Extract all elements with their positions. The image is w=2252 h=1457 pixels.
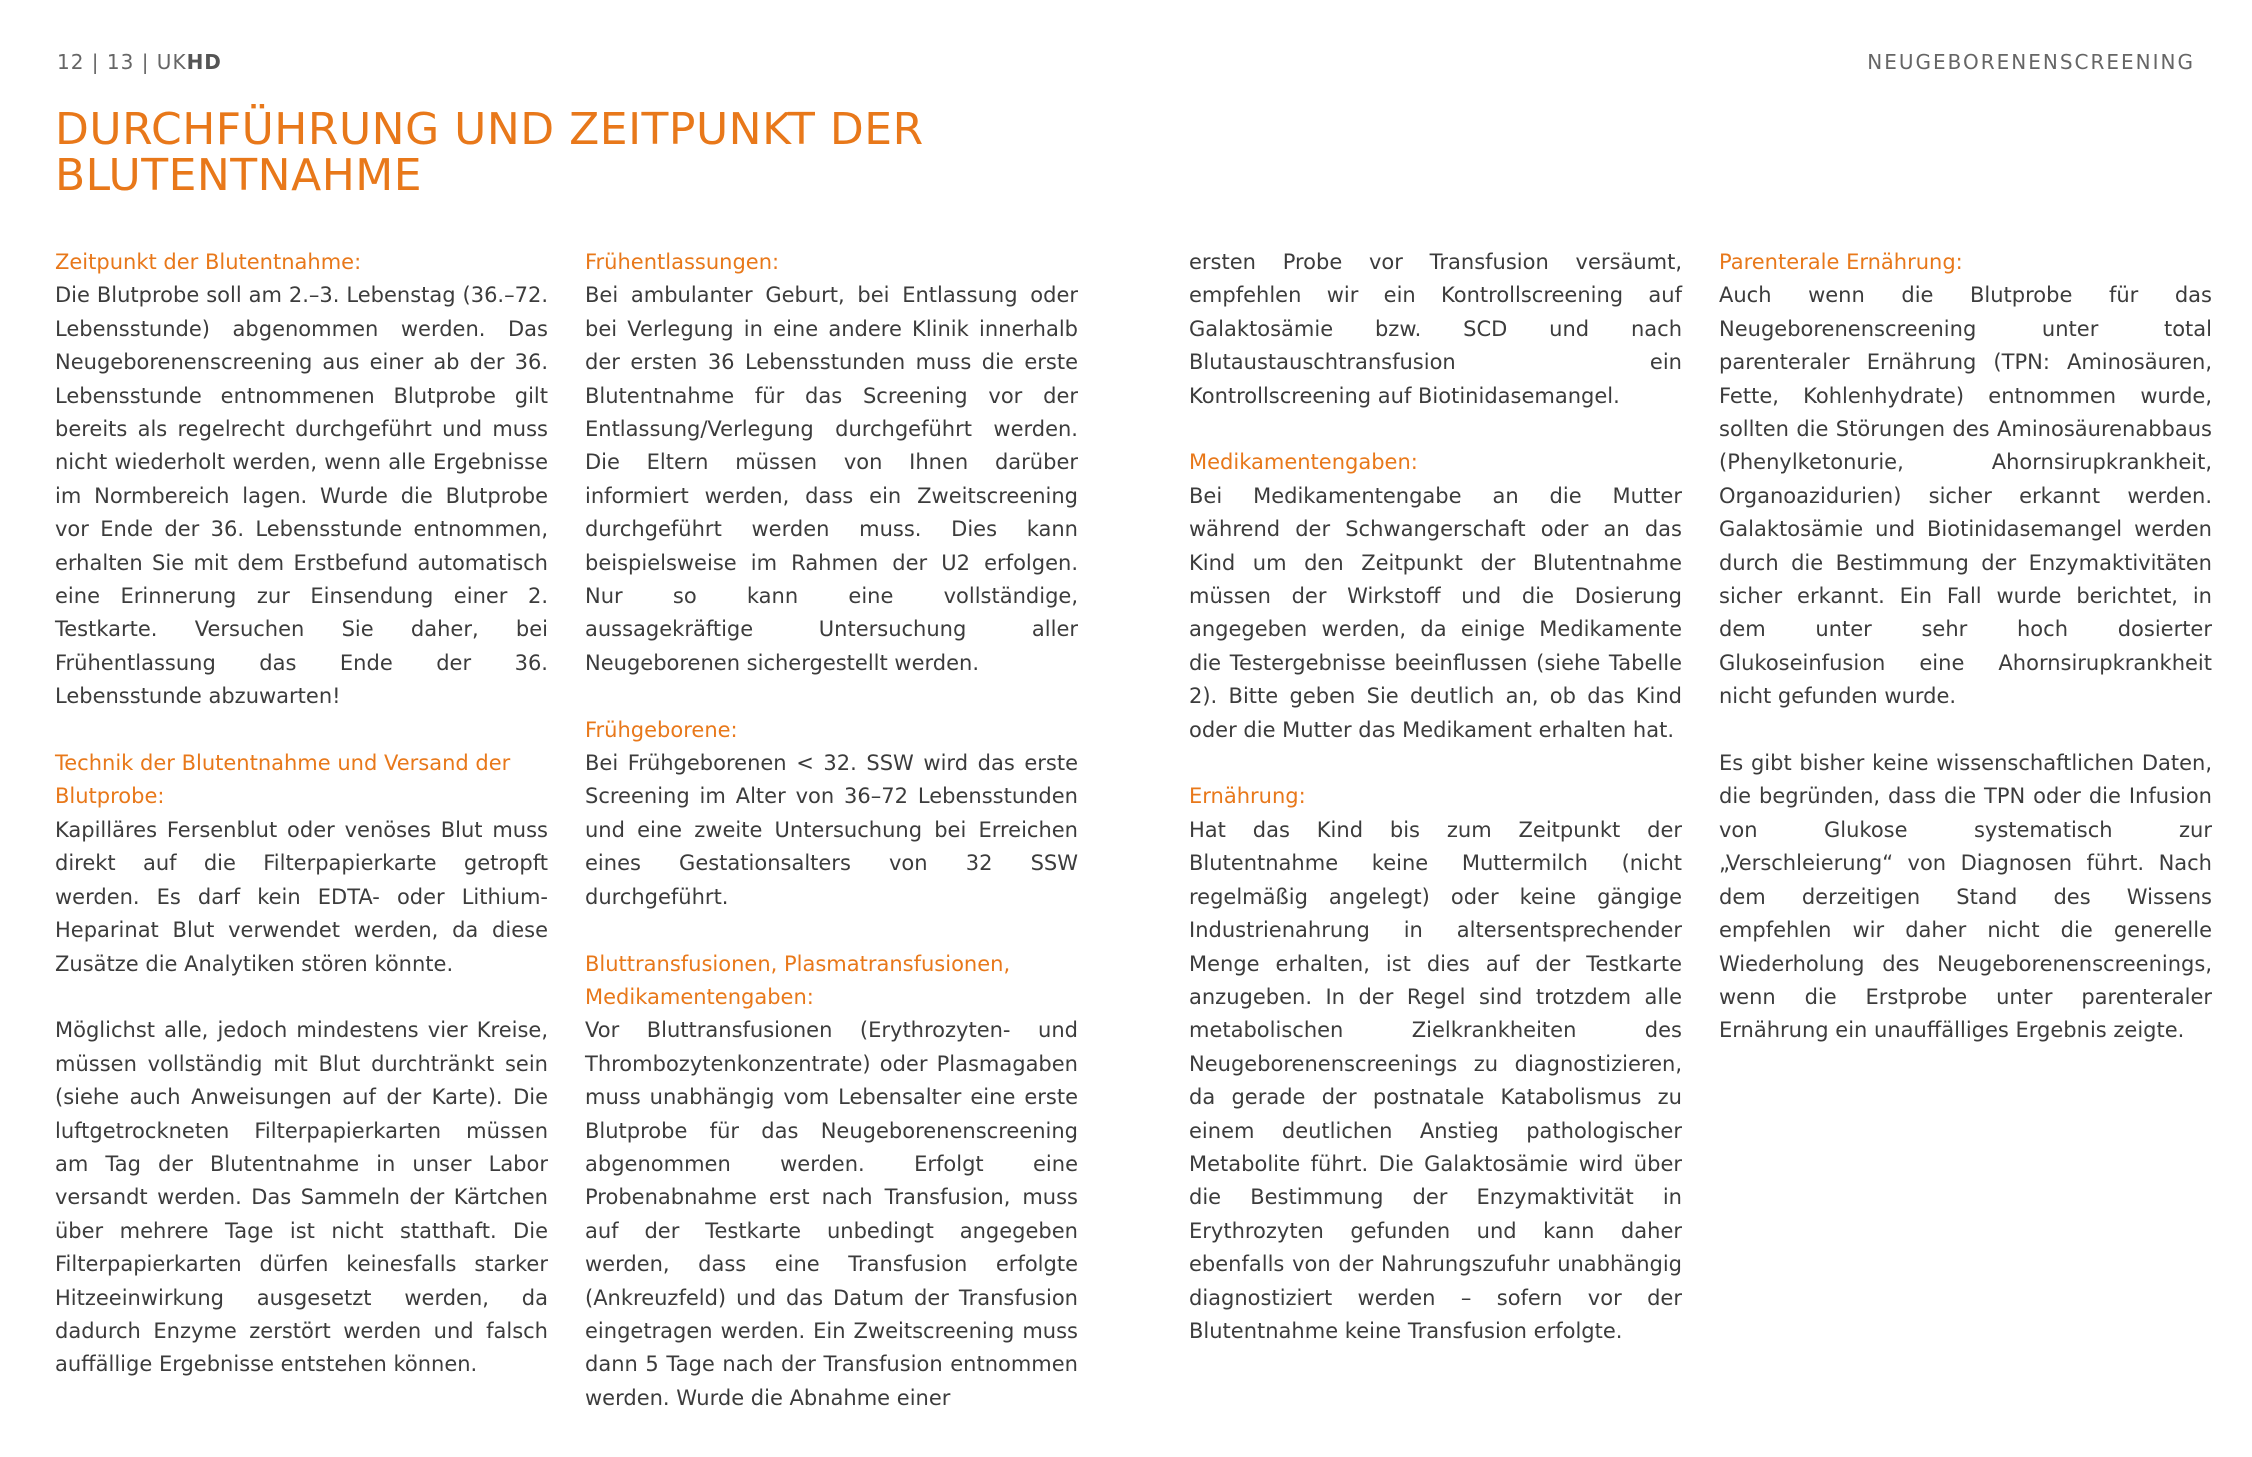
heading-fruehentlassungen: Frühentlassungen: <box>585 250 780 274</box>
paragraph-kreise: Möglichst alle, jedoch mindestens vier Kreise, müssen vollständig mit Blut durchtränkt sein (siehe auch Anweisungen auf der Karte). Die luftgetrockneten Filterpapierkarten müssen am Tag der Blutentnahme in unser Labor versandt werden. Das Sammeln der Kärtchen über mehrere Tage ist nicht statthaft. Die Filterpapierkarten dürfen keinesfalls starker Hitzeeinwirkung ausgesetzt werden, da dadurch Enzyme zerstört werden und falsch auffällige Ergebnisse entstehen können. <box>55 1018 548 1377</box>
paragraph-tpn-daten: Es gibt bisher keine wissenschaftlichen Daten, die begründen, dass die TPN oder die Infusion von Glukose systematisch zur „Verschleierung“ von Diagnosen führt. Nach dem derzeitigen Stand des Wissens empfehlen wir daher nicht die generelle Wiederholung des Neugeborenenscreenings, wenn die Erstprobe unter parenteraler Ernährung ein unauffälliges Ergebnis zeigte. <box>1719 751 2212 1043</box>
paragraph-fruehentlassungen: Bei ambulanter Geburt, bei Entlassung oder bei Verlegung in eine andere Klinik innerhalb der ersten 36 Lebensstunden muss die erste Blutentnahme für das Screening vor der Entlassung/Verlegung durchgeführt werden. Die Eltern müssen von Ihnen darüber informiert werden, dass ein Zweitscreening durchgeführt werden muss. Dies kann beispielsweise im Rahmen der U2 erfolgen. Nur so kann eine vollständige, aussagekräftige Untersuchung aller Neugeborenen sichergestellt werden. <box>585 283 1078 675</box>
heading-parenterale-ernaehrung: Parenterale Ernährung: <box>1719 250 1963 274</box>
column-3 <box>1189 246 1682 1348</box>
column-2 <box>585 246 1078 1415</box>
page-title: DURCHFÜHRUNG UND ZEITPUNKT DER BLUTENTNAHME <box>55 104 924 201</box>
page-number-header <box>57 50 222 74</box>
paragraph-transfusion-continued: ersten Probe vor Transfusion versäumt, empfehlen wir ein Kontrollscreening auf Galaktosämie bzw. SCD und nach Blutaustauschtransfusion ein Kontrollscreening auf Biotinidasemangel. <box>1189 250 1682 408</box>
heading-zeitpunkt: Zeitpunkt der Blutentnahme: <box>55 250 362 274</box>
heading-medikamentengaben: Medikamentengaben: <box>1189 450 1418 475</box>
heading-technik: Technik der Blutentnahme und Versand der Blutprobe: <box>55 751 511 809</box>
section-header: NEUGEBORENENSCREENING <box>1867 50 2195 74</box>
column-4 <box>1719 246 2212 1048</box>
paragraph-technik: Kapilläres Fersenblut oder venöses Blut muss direkt auf die Filterpapierkarte getropft werden. Es darf kein EDTA- oder Lithium-Heparinat Blut verwendet werden, da diese Zusätze die Analytiken stören könnte. <box>55 817 548 976</box>
paragraph-ernaehrung: Hat das Kind bis zum Zeitpunkt der Blutentnahme keine Muttermilch (nicht regelmäßig angelegt) oder keine gängige Industrienahrung in altersentsprechender Menge erhalten, ist dies auf der Testkarte anzugeben. In der Regel sind trotzdem alle metabolischen Zielkrankheiten des Neugeborenenscreenings zu diagnostizieren, da gerade der postnatale Katabolismus zu einem deutlichen Anstieg pathologischer Metabolite führt. Die Galaktosämie wird über die Bestimmung der Enzymaktivität in Erythrozyten gefunden und kann daher ebenfalls von der Nahrungszufuhr unabhängig diagnostiziert werden – sofern vor der Blutentnahme keine Transfusion erfolgte. <box>1189 817 1682 1343</box>
paragraph-zeitpunkt: Die Blutprobe soll am 2.–3. Lebenstag (36.–72. Lebensstunde) abgenommen werden. Das Neugeborenenscreening aus einer ab der 36. Lebensstunde entnommenen Blutprobe gilt bereits als regelrecht durchgeführt und muss nicht wiederholt werden, wenn alle Ergebnisse im Normbereich lagen. Wurde die Blutprobe vor Ende der 36. Lebensstunde entnommen, erhalten Sie mit dem Erstbefund automatisch eine Erinnerung zur Einsendung einer 2. Testkarte. Versuchen Sie daher, bei Frühentlassung das Ende der 36. Lebensstunde abzuwarten! <box>55 283 548 709</box>
paragraph-fruehgeborene: Bei Frühgeborenen < 32. SSW wird das erste Screening im Alter von 36–72 Lebensstunden und eine zweite Untersuchung bei Erreichen eines Gestationsalters von 32 SSW durchgeführt. <box>585 751 1078 909</box>
heading-bluttransfusionen: Bluttransfusionen, Plasmatransfusionen, Medikamentengaben: <box>585 951 1011 1009</box>
paragraph-parenterale-ernaehrung: Auch wenn die Blutprobe für das Neugeborenenscreening unter total parenteraler Ernährung (TPN: Aminosäuren, Fette, Kohlenhydrate) entnommen wurde, sollten die Störungen des Aminosäurenabbaus (Phenylketonurie, Ahornsirupkrankheit, Organoazidurien) sicher erkannt werden. Galaktosämie und Biotinidasemangel werden durch die Bestimmung der Enzymaktivitäten sicher erkannt. Ein Fall wurde berichtet, in dem unter sehr hoch dosierter Glukoseinfusion eine Ahornsirupkrankheit nicht gefunden wurde. <box>1719 283 2212 709</box>
page-numbers: 12 | 13 | UK <box>57 50 187 74</box>
heading-ernaehrung: Ernährung: <box>1189 784 1306 809</box>
paragraph-bluttransfusionen: Vor Bluttransfusionen (Erythrozyten- und Thrombozytenkonzentrate) oder Plasmagaben muss unabhängig vom Lebensalter eine erste Blutprobe für das Neugeborenenscreening abgenommen werden. Erfolgt eine Probenabnahme erst nach Transfusion, muss auf der Testkarte unbedingt angegeben werden, dass eine Transfusion erfolgte (Ankreuzfeld) und das Datum der Transfusion eingetragen werden. Ein Zweitscreening muss dann 5 Tage nach der Transfusion entnommen werden. Wurde die Abnahme einer <box>585 1018 1078 1410</box>
column-1 <box>55 246 548 1382</box>
heading-fruehgeborene: Frühgeborene: <box>585 717 738 742</box>
paragraph-medikamentengaben: Bei Medikamentengabe an die Mutter während der Schwangerschaft oder an das Kind um den Zeitpunkt der Blutentnahme müssen der Wirkstoff und die Dosierung angegeben werden, da einige Medikamente die Testergebnisse beeinflussen (siehe Tabelle 2). Bitte geben Sie deutlich an, ob das Kind oder die Mutter das Medikament erhalten hat. <box>1189 483 1682 742</box>
brand-suffix: HD <box>186 50 222 74</box>
